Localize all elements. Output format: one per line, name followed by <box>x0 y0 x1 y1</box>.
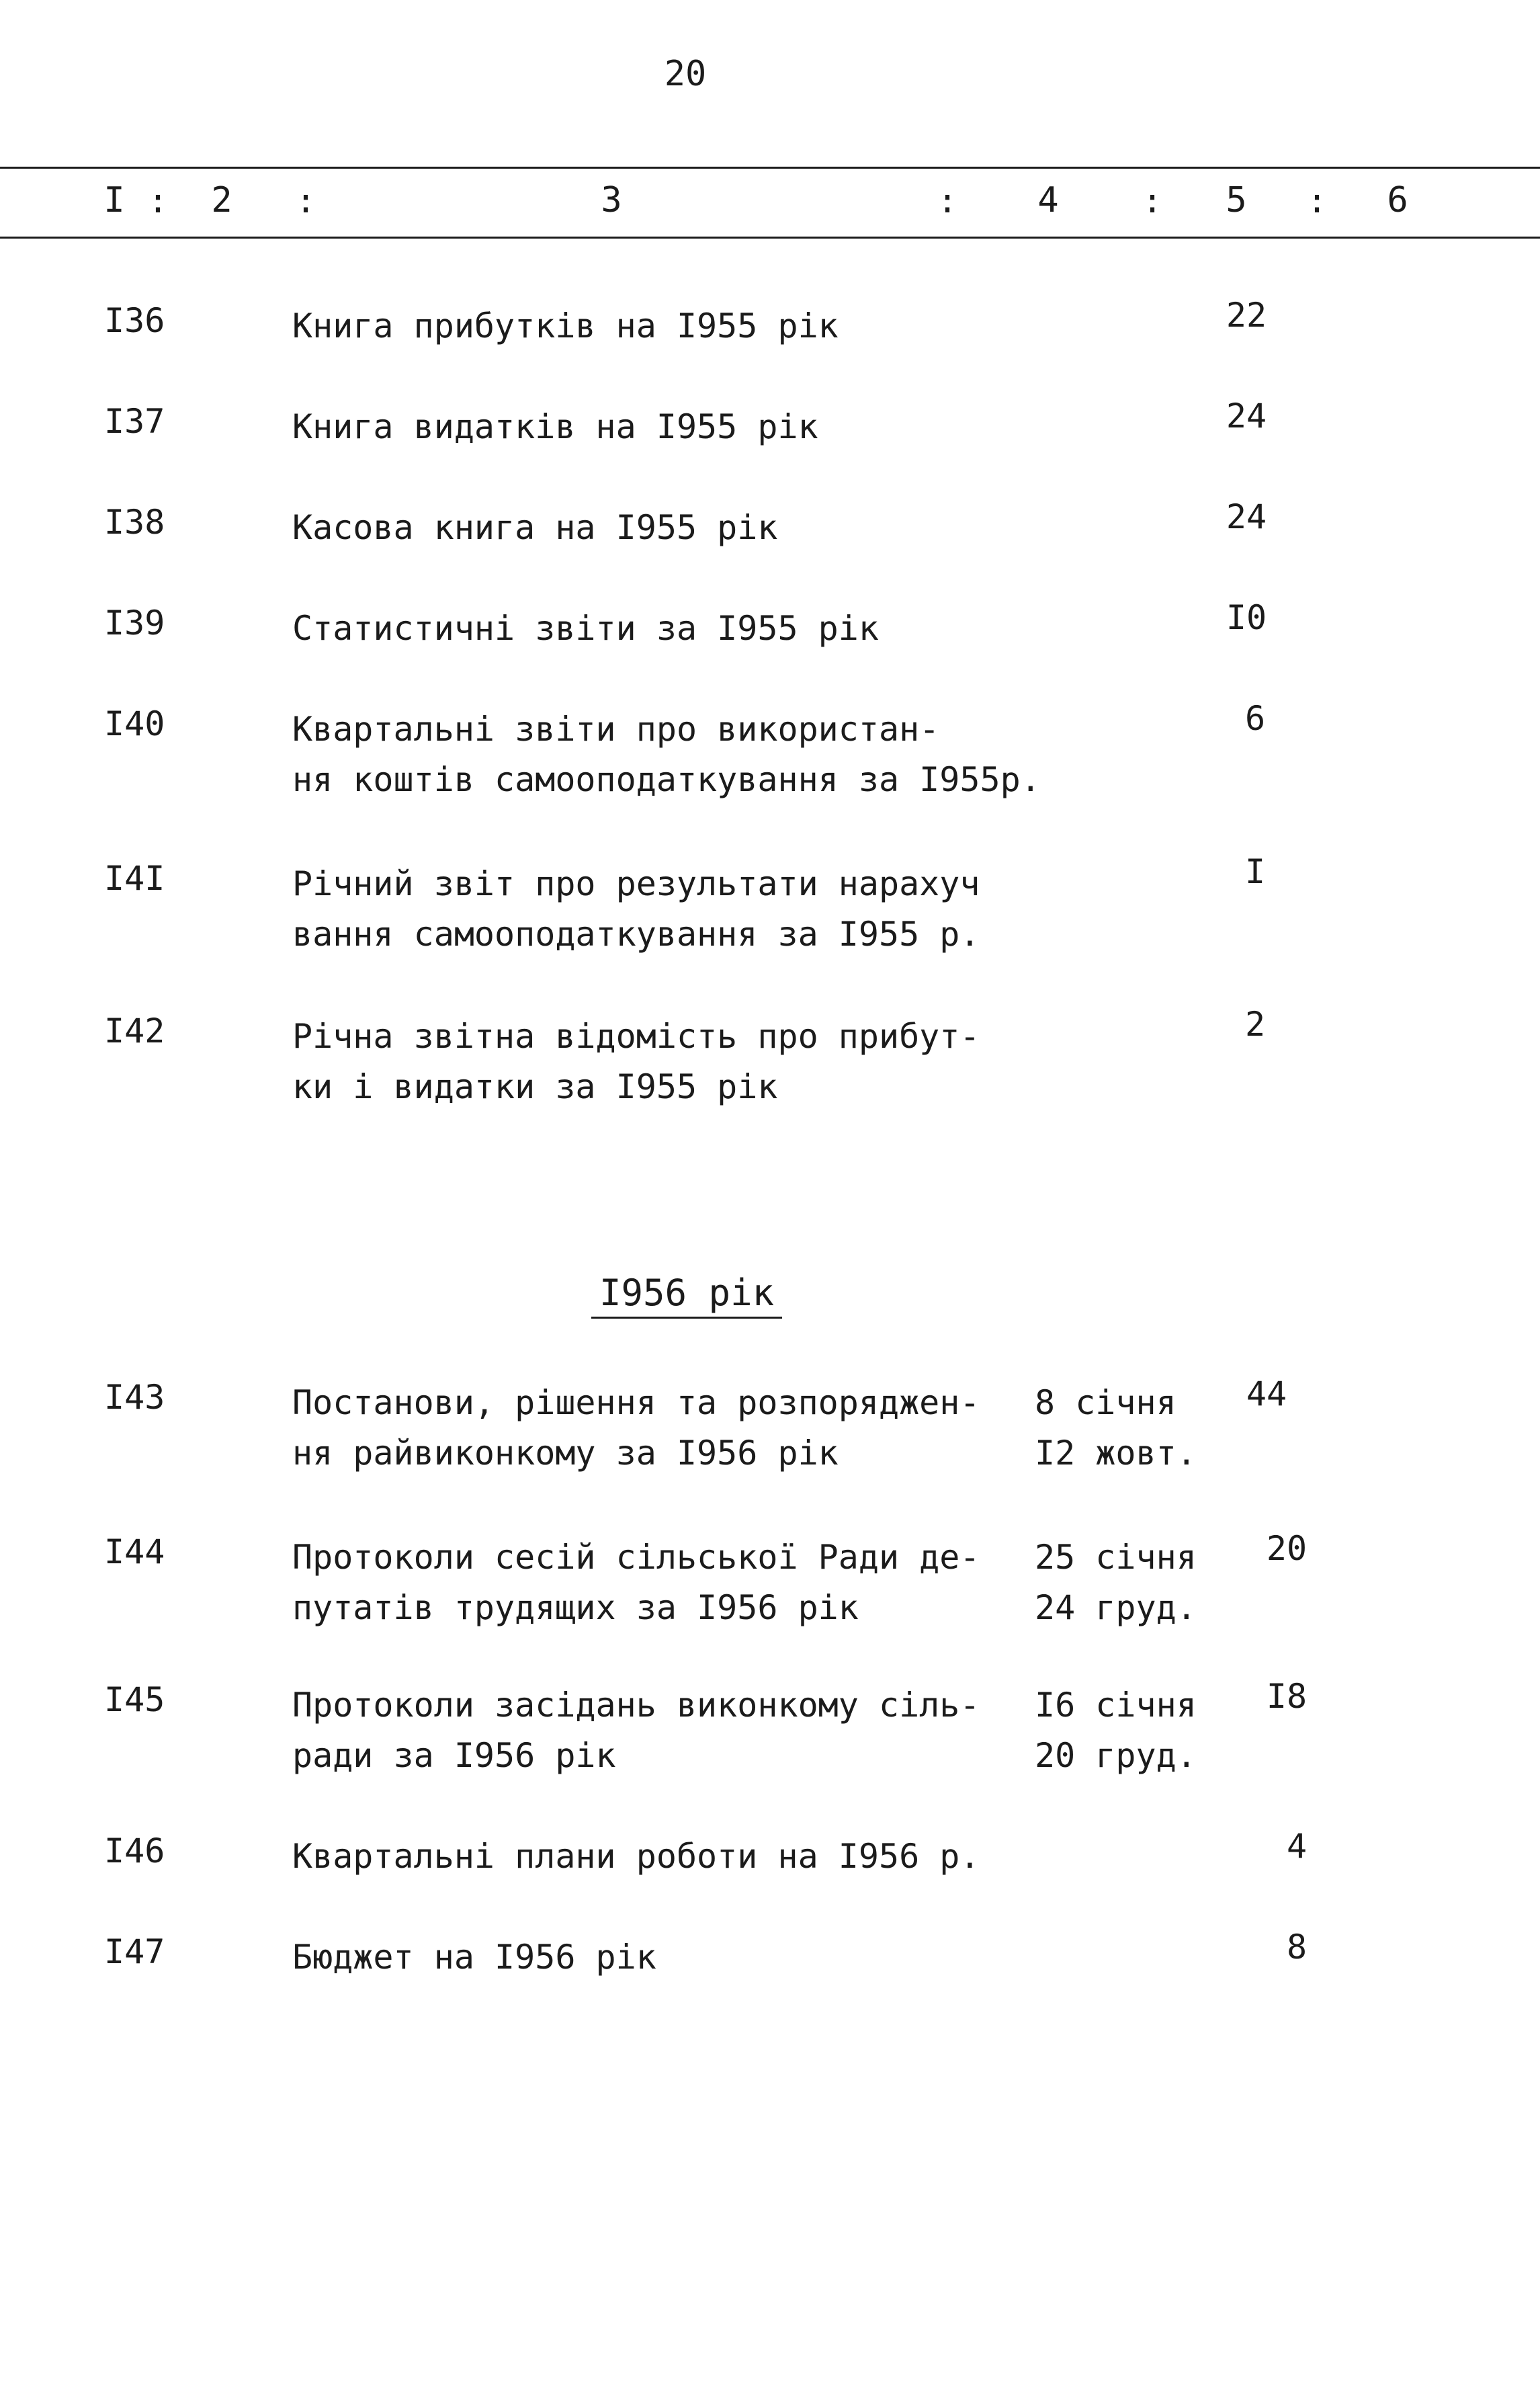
section-heading: I956 рік <box>591 1272 782 1319</box>
column-separator: : <box>1142 181 1163 220</box>
entry-date-start: I6 січня <box>1035 1686 1197 1725</box>
entry-sheet-count: 6 <box>1244 699 1266 738</box>
column-header-3: 3 <box>601 180 622 220</box>
entry-number: I4I <box>104 859 165 898</box>
entry-date-start: 25 січня <box>1035 1538 1197 1577</box>
entry-number: I37 <box>104 402 165 441</box>
entry-number: I43 <box>104 1378 165 1417</box>
entry-title-line-1: Протоколи засідань виконкому сіль- <box>292 1686 980 1725</box>
entry-title: Касова книга на I955 рік <box>292 508 778 547</box>
column-separator: : <box>1306 181 1328 220</box>
column-header-2: 2 <box>211 180 232 220</box>
entry-title: Бюджет на I956 рік <box>292 1938 656 1977</box>
entry-title-line-1: Протоколи сесій сільської Ради де- <box>292 1538 980 1577</box>
entry-title: Книга прибутків на I955 рік <box>292 306 839 345</box>
column-header-5: 5 <box>1226 180 1247 220</box>
entry-title-line-2: вання самооподаткування за I955 р. <box>292 915 980 954</box>
entry-title: Квартальні плани роботи на I956 р. <box>292 1837 980 1876</box>
entry-number: I36 <box>104 301 165 340</box>
entry-sheet-count: I8 <box>1266 1677 1308 1716</box>
entry-sheet-count: 2 <box>1244 1005 1266 1044</box>
header-rule-top <box>0 167 1540 169</box>
entry-title-line-2: ради за I956 рік <box>292 1736 616 1775</box>
entry-number: I39 <box>104 604 165 643</box>
column-separator: : <box>295 181 316 220</box>
entry-date-start: 8 січня <box>1035 1383 1177 1422</box>
entry-title-line-1: Постанови, рішення та розпоряджен- <box>292 1383 980 1422</box>
column-header-6: 6 <box>1387 180 1408 220</box>
entry-title-line-1: Річний звіт про результати нарахуч <box>292 864 980 903</box>
entry-sheet-count: 8 <box>1286 1928 1308 1967</box>
entry-title-line-1: Річна звітна відомість про прибут- <box>292 1017 980 1056</box>
entry-sheet-count: 44 <box>1246 1374 1287 1413</box>
entry-title-line-2: ня райвиконкому за I956 рік <box>292 1434 839 1473</box>
entry-title: Статистичні звіти за I955 рік <box>292 609 879 648</box>
header-rule-bottom <box>0 237 1540 239</box>
entry-number: I38 <box>104 503 165 542</box>
page-number: 20 <box>664 54 707 94</box>
entry-number: I46 <box>104 1831 165 1870</box>
entry-date-end: 20 груд. <box>1035 1736 1197 1775</box>
entry-title-line-1: Квартальні звіти про використан- <box>292 710 940 749</box>
entry-sheet-count: 4 <box>1286 1827 1308 1866</box>
entry-number: I47 <box>104 1932 165 1971</box>
entry-sheet-count: 24 <box>1226 397 1267 436</box>
entry-sheet-count: I <box>1244 852 1266 891</box>
entry-title-line-2: путатів трудящих за I956 рік <box>292 1588 859 1627</box>
column-header-4: 4 <box>1037 180 1059 220</box>
entry-title-line-2: ки і видатки за I955 рік <box>292 1067 778 1106</box>
column-separator: : <box>147 181 169 220</box>
entry-sheet-count: I0 <box>1226 598 1267 637</box>
entry-sheet-count: 22 <box>1226 296 1267 335</box>
entry-date-end: I2 жовт. <box>1035 1434 1197 1473</box>
entry-number: I44 <box>104 1532 165 1571</box>
entry-number: I40 <box>104 704 165 743</box>
entry-number: I42 <box>104 1012 165 1050</box>
entry-title: Книга видатків на I955 рік <box>292 407 818 446</box>
entry-date-end: 24 груд. <box>1035 1588 1197 1627</box>
entry-sheet-count: 20 <box>1266 1529 1308 1568</box>
entry-title-line-2: ня коштів самооподаткування за I955р. <box>292 760 1041 799</box>
column-separator: : <box>937 181 958 220</box>
entry-number: I45 <box>104 1680 165 1719</box>
entry-sheet-count: 24 <box>1226 497 1267 536</box>
column-header-1: I <box>103 180 125 220</box>
